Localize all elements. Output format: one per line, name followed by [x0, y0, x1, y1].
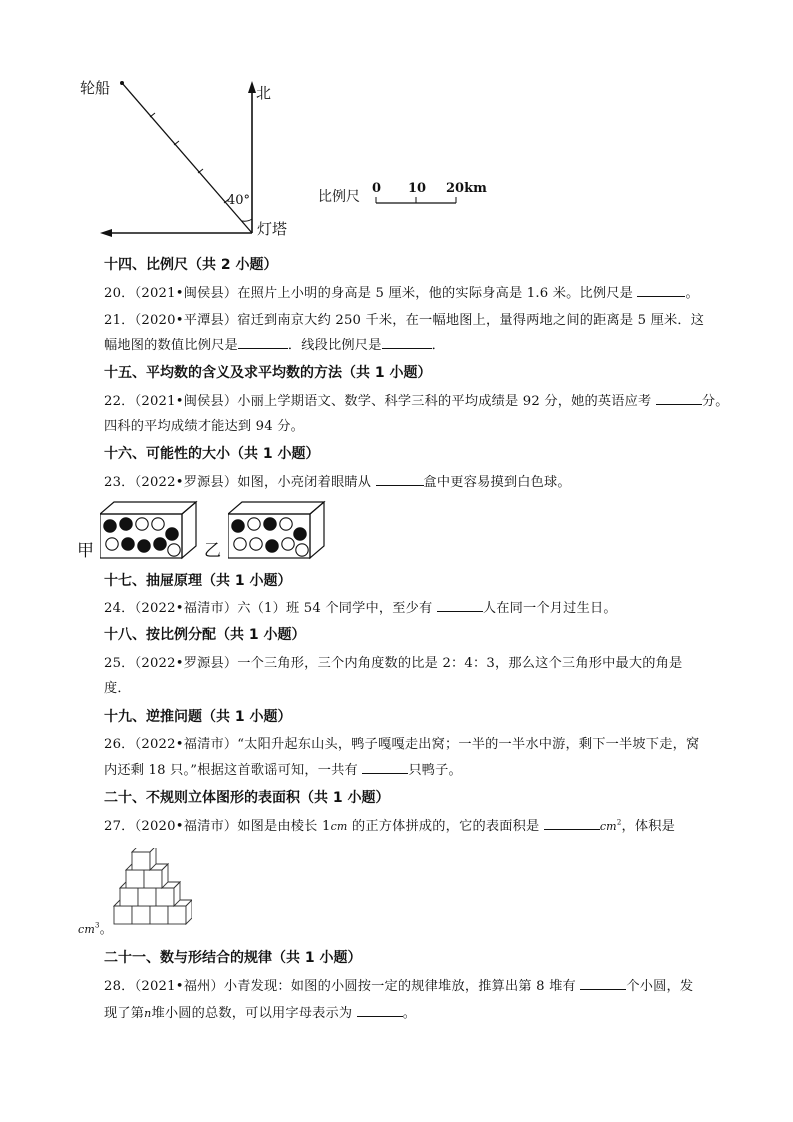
answer-blank-28a[interactable]	[580, 975, 626, 990]
section-heading-15: 十五、平均数的含义及求平均数的方法（共 1 小题）	[104, 365, 432, 381]
question-22: 22．（2021•闽侯县）小丽上学期语文、数学、科学三科的平均成绩是 92 分，她的英语应考 分。	[104, 390, 729, 409]
section-heading-18: 十八、按比例分配（共 1 小题）	[104, 627, 306, 643]
question-27-line2: $cm^3$。	[78, 921, 114, 937]
scale-tick-0: 0	[372, 181, 382, 196]
black-ball	[104, 520, 116, 532]
white-ball	[280, 518, 292, 530]
answer-blank-24[interactable]	[437, 597, 483, 612]
question-27: 27．（2020•福清市）如图是由棱长 1cm 的正方体拼成的，它的表面积是 $cm^2$，体积是	[104, 815, 675, 834]
answer-blank-26[interactable]	[362, 759, 408, 774]
north-label: 北	[256, 84, 272, 102]
question-24: 24．（2022•福清市）六（1）班 54 个同学中，至少有 人在同一个月过生日。	[104, 597, 617, 616]
black-ball	[232, 520, 244, 532]
black-ball	[294, 528, 306, 540]
section-heading-21: 二十一、数与形结合的规律（共 1 小题）	[104, 950, 362, 966]
answer-blank-20[interactable]	[637, 282, 685, 297]
answer-blank-27a[interactable]	[544, 815, 600, 830]
white-ball	[168, 544, 180, 556]
ball-box-b	[228, 500, 328, 562]
question-26-line2: 内还剩 18 只。”根据这首歌谣可知，一共有 只鸭子。	[104, 759, 462, 778]
direction-diagram	[80, 75, 500, 245]
scale-tick-20km: 20km	[446, 181, 487, 196]
white-ball	[152, 518, 164, 530]
black-ball	[138, 540, 150, 552]
white-ball	[250, 538, 262, 550]
black-ball	[122, 538, 134, 550]
angle-label: 40°	[227, 193, 251, 208]
scale-label: 比例尺	[318, 189, 360, 205]
question-25-line1: 25．（2022•罗源县）一个三角形，三个内角度数的比是 2：4：3，那么这个三角形中最大的角是	[104, 656, 683, 671]
lighthouse-label: 灯塔	[257, 220, 288, 238]
cube-stack-figure	[108, 848, 192, 930]
black-ball	[266, 540, 278, 552]
section-heading-14: 十四、比例尺（共 2 小题）	[104, 257, 278, 273]
ship-direction-line	[122, 83, 252, 233]
question-28-line2: 现了第n堆小圆的总数，可以用字母表示为 。	[104, 1002, 416, 1021]
ball-box-a	[100, 500, 200, 562]
answer-blank-28b[interactable]	[357, 1002, 403, 1017]
answer-blank-23[interactable]	[376, 471, 424, 486]
white-ball	[234, 538, 246, 550]
section-heading-16: 十六、可能性的大小（共 1 小题）	[104, 446, 320, 462]
black-ball	[154, 538, 166, 550]
answer-blank-21a[interactable]	[238, 334, 288, 349]
ship-label: 轮船	[80, 79, 111, 97]
white-ball	[248, 518, 260, 530]
question-25-line2: 度．	[104, 681, 131, 696]
box-b-label: 乙	[204, 541, 221, 561]
answer-blank-22[interactable]	[656, 390, 702, 405]
section-heading-20: 二十、不规则立体图形的表面积（共 1 小题）	[104, 790, 390, 806]
question-26-line1: 26．（2022•福清市）“太阳升起东山头，鸭子嘎嘎走出窝；一半的一半水中游，剩下一半坡下走，窝	[104, 737, 700, 752]
question-21-line2: 幅地图的数值比例尺是 ．线段比例尺是 ．	[104, 334, 445, 353]
question-28-line1: 28．（2021•福州）小青发现：如图的小圆按一定的规律堆放，推算出第 8 堆有 个小圆，发	[104, 975, 693, 994]
question-21-line1: 21．（2020•平潭县）宿迁到南京大约 250 千米，在一幅地图上，量得两地之间的距离是 5 厘米．这	[104, 313, 705, 328]
white-ball	[282, 538, 294, 550]
question-22-line2: 四科的平均成绩才能达到 94 分。	[104, 419, 305, 434]
white-ball	[106, 538, 118, 550]
box-a-label: 甲	[77, 541, 94, 561]
scale-tick-10: 10	[408, 181, 427, 196]
question-23: 23．（2022•罗源县）如图，小亮闭着眼睛从 盒中更容易摸到白色球。	[104, 471, 571, 490]
angle-arc	[242, 219, 252, 221]
white-ball	[296, 544, 308, 556]
black-ball	[166, 528, 178, 540]
question-20: 20．（2021•闽侯县）在照片上小明的身高是 5 厘米，他的实际身高是 1.6 米。比例尺是 。	[104, 282, 699, 301]
section-heading-19: 十九、逆推问题（共 1 小题）	[104, 709, 292, 725]
black-ball	[264, 518, 276, 530]
black-ball	[120, 518, 132, 530]
white-ball	[136, 518, 148, 530]
section-heading-17: 十七、抽屉原理（共 1 小题）	[104, 573, 292, 589]
answer-blank-21b[interactable]	[382, 334, 432, 349]
